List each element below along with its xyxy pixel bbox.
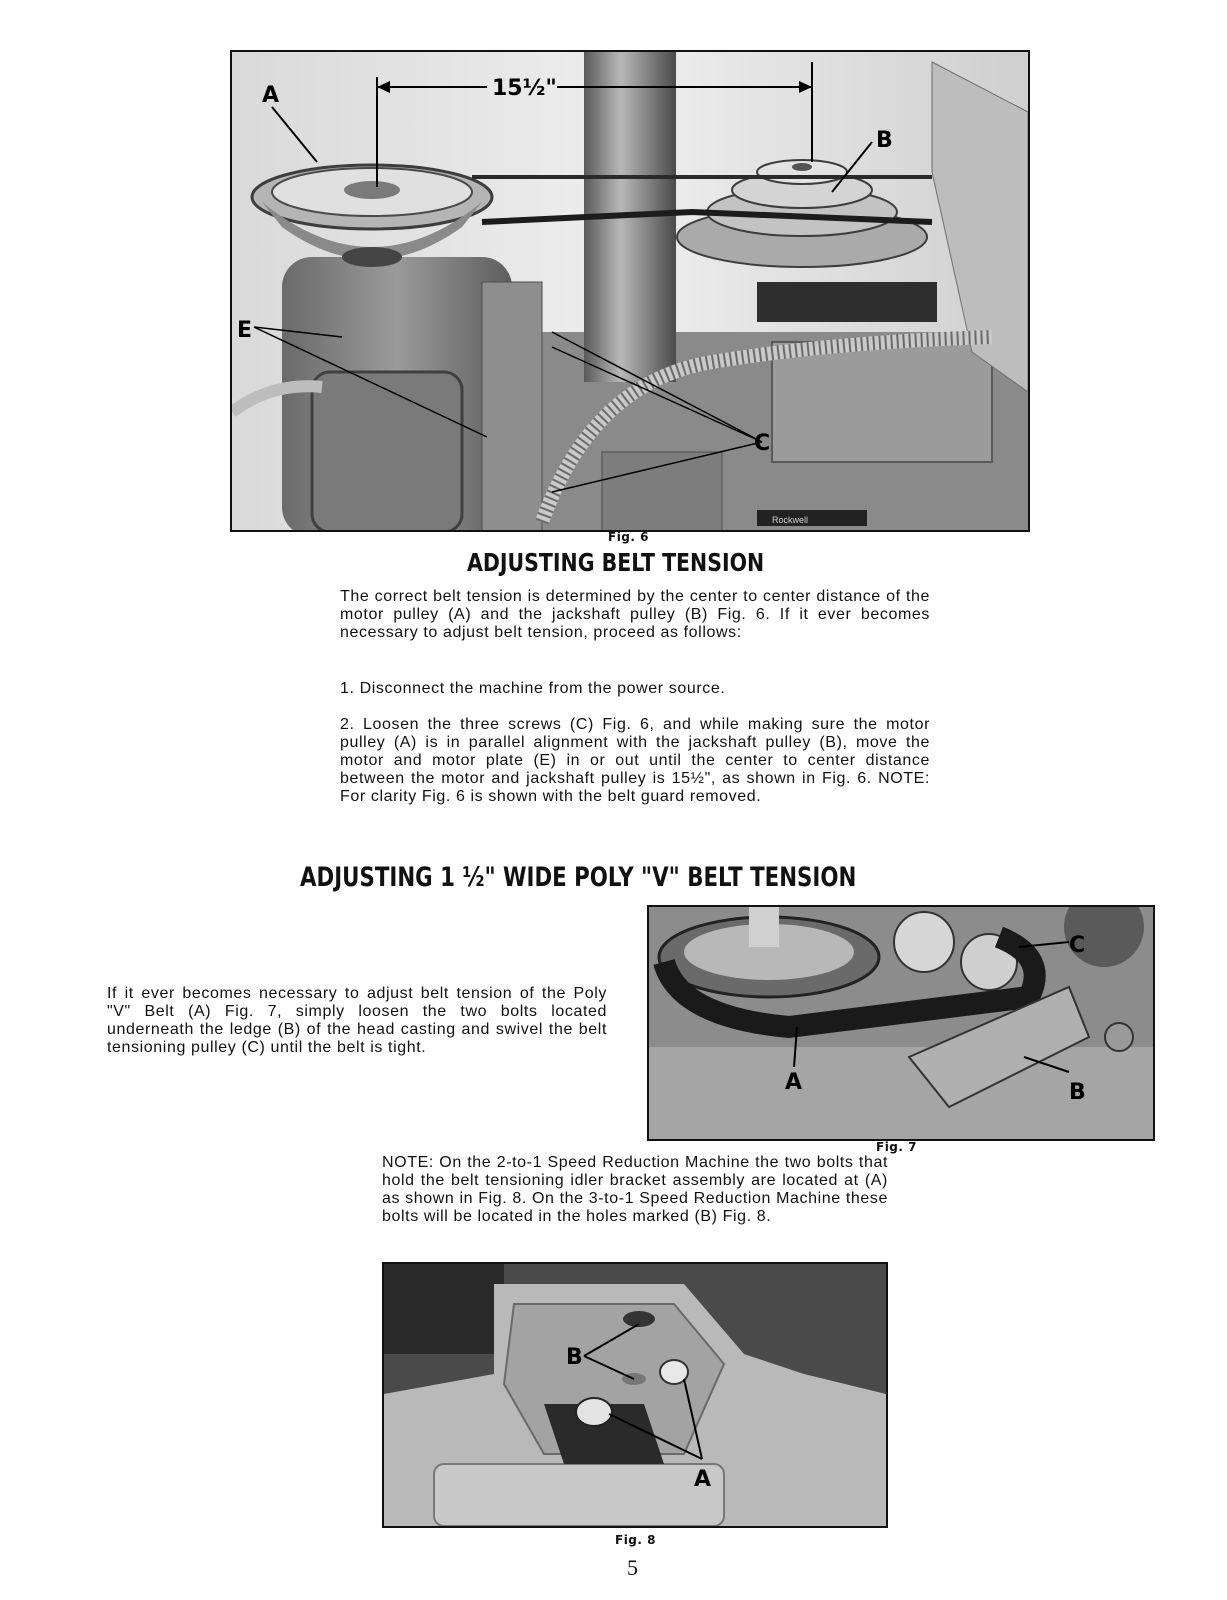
figure-8-callout-b: B	[566, 1345, 583, 1370]
section-1-heading: ADJUSTING BELT TENSION	[467, 548, 765, 577]
figure-6-photo	[230, 50, 1030, 532]
section-1-step-2: 2. Loosen the three screws (C) Fig. 6, and while making sure the motor pulley (A) is in parallel alignment with the jackshaft pulley (B), move the motor and motor plate (E) in or out until the center to center distance between the motor and jackshaft pulley is 15½", as shown in Fig. 6. NOTE: For clarity Fig. 6 is shown with the belt guard removed.	[340, 716, 930, 805]
figure-8-caption: Fig. 8	[615, 1533, 656, 1547]
figure-7-callout-a: A	[785, 1070, 803, 1095]
figure-7-callout-b: B	[1069, 1080, 1086, 1105]
figure-7-callout-c: C	[1069, 933, 1086, 958]
figure-6-brand-plate: Rockwell	[772, 515, 809, 525]
figure-6-drawing	[232, 52, 1028, 530]
figure-6-callout-c: C	[754, 431, 771, 456]
figure-6-callout-b: B	[876, 128, 893, 153]
figure-7-drawing	[649, 907, 1153, 1139]
figure-6-callout-a: A	[262, 83, 280, 108]
figure-8-callout-a: A	[694, 1467, 712, 1492]
section-1-intro: The correct belt tension is determined by the center to center distance of the motor pulley (A) and the jackshaft pulley (B) Fig. 6. If it ever becomes necessary to adjust belt tension, proceed as follows:	[340, 588, 930, 641]
section-2-heading: ADJUSTING 1 ½" WIDE POLY "V" BELT TENSION	[300, 862, 857, 893]
section-1-step-1: 1. Disconnect the machine from the power source.	[340, 680, 726, 697]
section-2-body: If it ever becomes necessary to adjust belt tension of the Poly "V" Belt (A) Fig. 7, simply loosen the two bolts located underneath the ledge (B) of the head casting and swivel the belt tensioning pulley (C) until the belt is tight.	[107, 985, 607, 1056]
note-paragraph: NOTE: On the 2-to-1 Speed Reduction Machine the two bolts that hold the belt tensioning idler bracket assembly are located at (A) as shown in Fig. 8. On the 3-to-1 Speed Reduction Machine these bolts will be located in the holes marked (B) Fig. 8.	[382, 1154, 888, 1225]
figure-7-photo	[647, 905, 1155, 1141]
page-number: 5	[627, 1555, 638, 1580]
figure-6-caption: Fig. 6	[608, 530, 649, 544]
figure-8-drawing	[384, 1264, 886, 1526]
figure-8-photo	[382, 1262, 888, 1528]
figure-6-dimension-label: 15½"	[492, 76, 557, 101]
figure-6-callout-e: E	[237, 318, 253, 343]
figure-7-caption: Fig. 7	[876, 1140, 917, 1154]
